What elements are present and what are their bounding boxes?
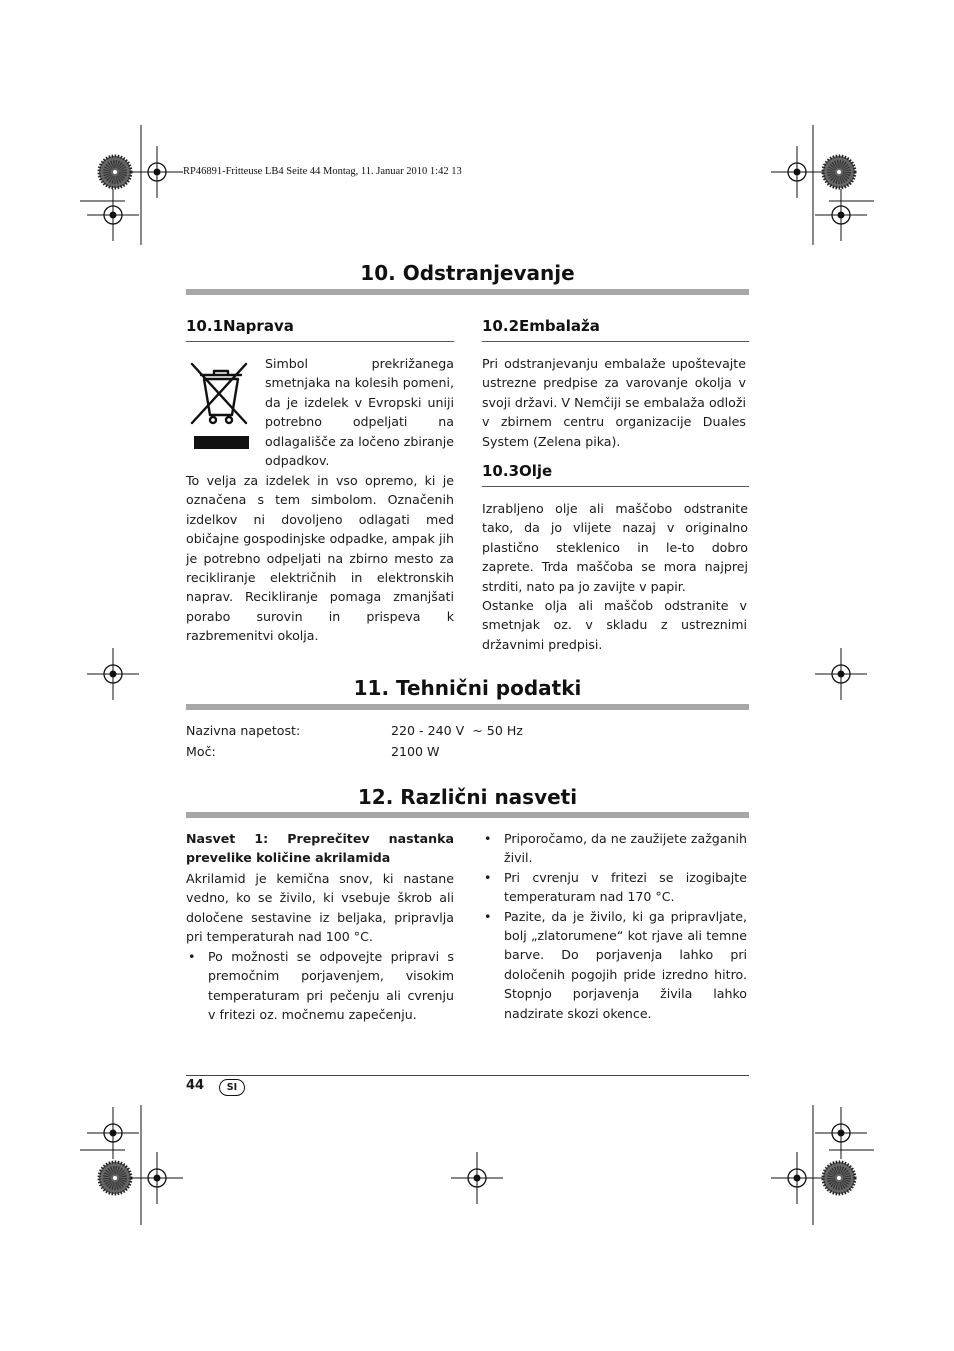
crosshair-icon: [87, 189, 139, 241]
list-item: • Pri cvrenju v fritezi se izogibajte temperaturam nad 170 °C.: [482, 868, 747, 907]
packaging-disposal-text: Pri odstranjevanju embalaže upoštevajte ustrezne predpise za varovanje okolja v svoji državi. V Nemčiji se embalaža odloži v zbirnem centru organizacije Duales System (Zelena pika).: [482, 356, 746, 449]
spec-label-power: Moč:: [186, 744, 216, 759]
subsection-heading-packaging: 10.2Embalaža: [482, 317, 600, 335]
spec-value-voltage: 220 - 240 V ~ 50 Hz: [391, 723, 523, 738]
crosshair-icon: [131, 146, 183, 198]
subsection-underline: [482, 341, 749, 342]
weee-symbol-text: Simbol prekrižanega smetnjaka na kolesih pomeni, da je izdelek v Evropski uniji potrebno odpeljati na odlagališče za ločeno zbiranje odpadkov.: [265, 356, 454, 469]
registration-mark-icon: [823, 1162, 855, 1194]
page-number: 44: [186, 1078, 205, 1093]
list-item: • Pazite, da je živilo, ki ga pripravljate, bolj „zlatorumene“ kot rjave ali temne barve. Do porjavenja lahko pri določenih pogojih pride izredno hitro. Stopnjo porjavenja živila lahko nadzirate skozi okence.: [482, 907, 747, 1023]
tip-intro-text: Akrilamid je kemična snov, ki nastane vedno, ko se živilo, ki vsebuje škrob ali določene sestavine iz beljaka, pripravlja pri temperaturah nad 100 °C.: [186, 871, 454, 945]
spec-value-power: 2100 W: [391, 744, 440, 759]
subsection-heading-appliance: 10.1Naprava: [186, 317, 294, 335]
crosshair-icon: [815, 189, 867, 241]
crosshair-icon: [771, 1152, 823, 1204]
country-code-badge: SI: [219, 1079, 245, 1096]
subsection-underline: [482, 486, 749, 487]
spec-label-voltage: Nazivna napetost:: [186, 723, 301, 738]
list-item: • Priporočamo, da ne zaužijete zažganih živil.: [482, 829, 747, 868]
oil-disposal-text: Izrabljeno olje ali maščobo odstranite tako, da jo vlijete nazaj v originalno plastično steklenico in le-to dobro zaprete. Trda maščoba se mora najprej strditi, nato pa jo zavijte v papir.: [482, 501, 748, 594]
appliance-disposal-text: To velja za izdelek in vso opremo, ki je označena s tem simbolom. Označenih izdelkov ni dovoljeno odlagati med običajne gospodinjske odpadke, ampak jih je potrebno odpeljati na zbirno mesto za recikliranje električnih in elektronskih naprav. Recikliranje pomaga zmanjšati porabo surovin in prispeva k razbremenitvi okolja.: [186, 473, 454, 644]
crossed-out-wheelie-bin-icon: [186, 359, 252, 453]
tips-list-right: [482, 829, 747, 1023]
section-divider-bar: [186, 289, 749, 295]
crosshair-icon: [815, 648, 867, 700]
section-title-disposal: 10. Odstranjevanje: [360, 261, 575, 285]
registration-mark-icon: [823, 156, 855, 188]
registration-mark-icon: [99, 156, 131, 188]
list-item: • Po možnosti se odpovejte pripravi s premočnim porjavenjem, visokim temperaturam pri pečenju ali cvrenju v fritezi oz. močnemu zapečenju.: [186, 947, 454, 1025]
registration-mark-icon: [99, 1162, 131, 1194]
crosshair-icon: [131, 1152, 183, 1204]
crosshair-icon: [451, 1152, 503, 1204]
section-divider-bar: [186, 812, 749, 818]
section-title-technical-data: 11. Tehnični podatki: [353, 676, 582, 700]
tip-heading: Nasvet 1: Preprečitev nastanka prevelike količine akrilamida: [186, 831, 454, 866]
oil-remains-text: Ostanke olja ali maščob odstranite v smetnjak oz. v skladu z ustreznimi državnimi predpisi.: [482, 598, 747, 652]
footer-rule: [186, 1075, 749, 1076]
crosshair-icon: [87, 1107, 139, 1159]
print-header-info: RP46891-Fritteuse LB4 Seite 44 Montag, 11. Januar 2010 1:42 13: [183, 166, 462, 177]
subsection-heading-oil: 10.3Olje: [482, 462, 553, 480]
crosshair-icon: [87, 648, 139, 700]
section-title-tips: 12. Različni nasveti: [357, 785, 578, 809]
tips-list-left: [186, 947, 454, 1025]
subsection-underline: [186, 341, 454, 342]
section-divider-bar: [186, 704, 749, 710]
crosshair-icon: [771, 146, 823, 198]
crosshair-icon: [815, 1107, 867, 1159]
